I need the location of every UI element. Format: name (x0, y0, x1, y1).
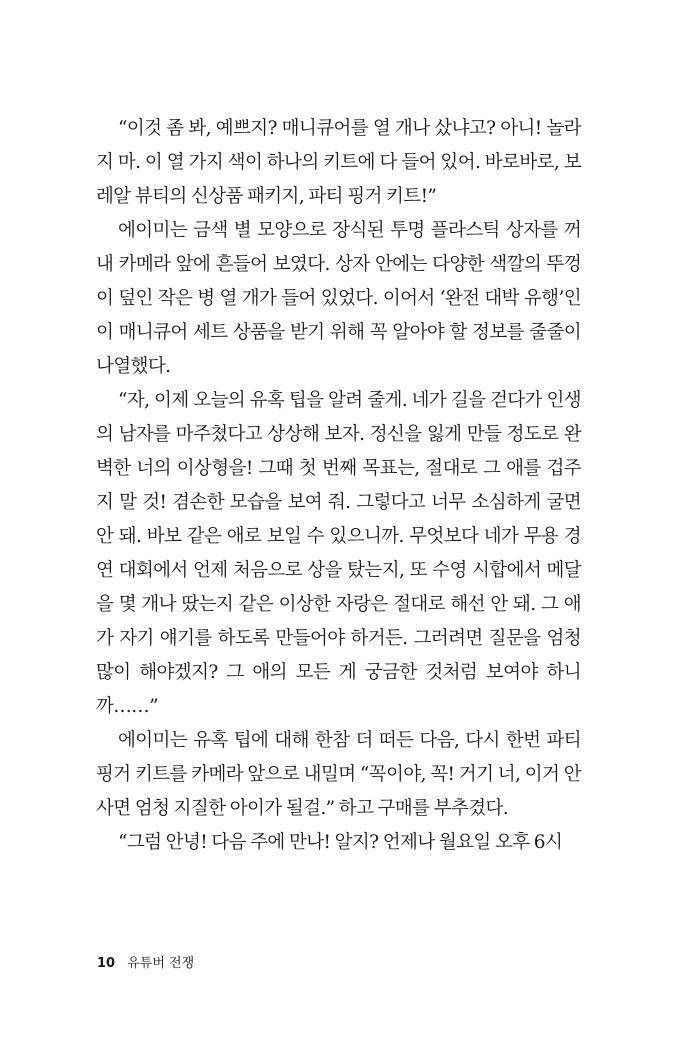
running-title: 유튜버 전쟁 (127, 956, 195, 971)
paragraph-5: “그럼 안녕! 다음 주에 만나! 알지? 언제나 월요일 오후 6시 (118, 832, 563, 853)
page-footer (97, 952, 194, 971)
paragraph-3: “자, 이제 오늘의 유혹 팁을 알려 줄게. 네가 길을 걷다가 인생의 남자를 마주쳤다고 상상해 보자. 정신을 잃게 만들 정도로 완벽한 너의 이상형을! 그때 첫 번째 목표는, 절대로 그 애를 겁주지 말 것! 겸손한 모습을 보여 줘. 그렇다고 너무 소심하게 굴면 안 돼. 바보 같은 애로 보일 수 있으니까. 무엇보다 네가 무용 경연 대회에서 언제 처음으로 상을 탔는지, 또 수영 시합에서 메달을 몇 개나 땄는지 같은 이상한 자랑은 절대로 해선 안 돼. 그 애가 자기 얘기를 하도록 만들어야 하거든. 그러려면 질문을 엄청 많이 해야겠지? 그 애의 모든 게 궁금한 것처럼 보여야 하니까……” (96, 390, 581, 717)
paragraph-2: 에이미는 금색 별 모양으로 장식된 투명 플라스틱 상자를 꺼내 카메라 앞에 흔들어 보였다. 상자 안에는 다양한 색깔의 뚜껑이 덮인 작은 병 열 개가 들어 있었다. 이어서 ‘완전 대박 유행’인 이 매니큐어 세트 상품을 받기 위해 꼭 알아야 할 정보를 줄줄이 나열했다. (96, 220, 581, 377)
page-body-text (96, 112, 581, 860)
paragraph-1: “이것 좀 봐, 예쁘지? 매니큐어를 열 개나 샀냐고? 아니! 놀라지 마. 이 열 가지 색이 하나의 키트에 다 들어 있어. 바로바로, 보레알 뷰티의 신상품 패키지, 파티 핑거 키트!” (96, 118, 581, 207)
paragraph-4: 에이미는 유혹 팁에 대해 한참 더 떠든 다음, 다시 한번 파티 핑거 키트를 카메라 앞으로 내밀며 “꼭이야, 꼭! 거기 너, 이거 안 사면 엄청 지질한 아이가 될걸.” 하고 구매를 부추겼다. (96, 730, 581, 819)
page-number: 10 (97, 956, 116, 971)
